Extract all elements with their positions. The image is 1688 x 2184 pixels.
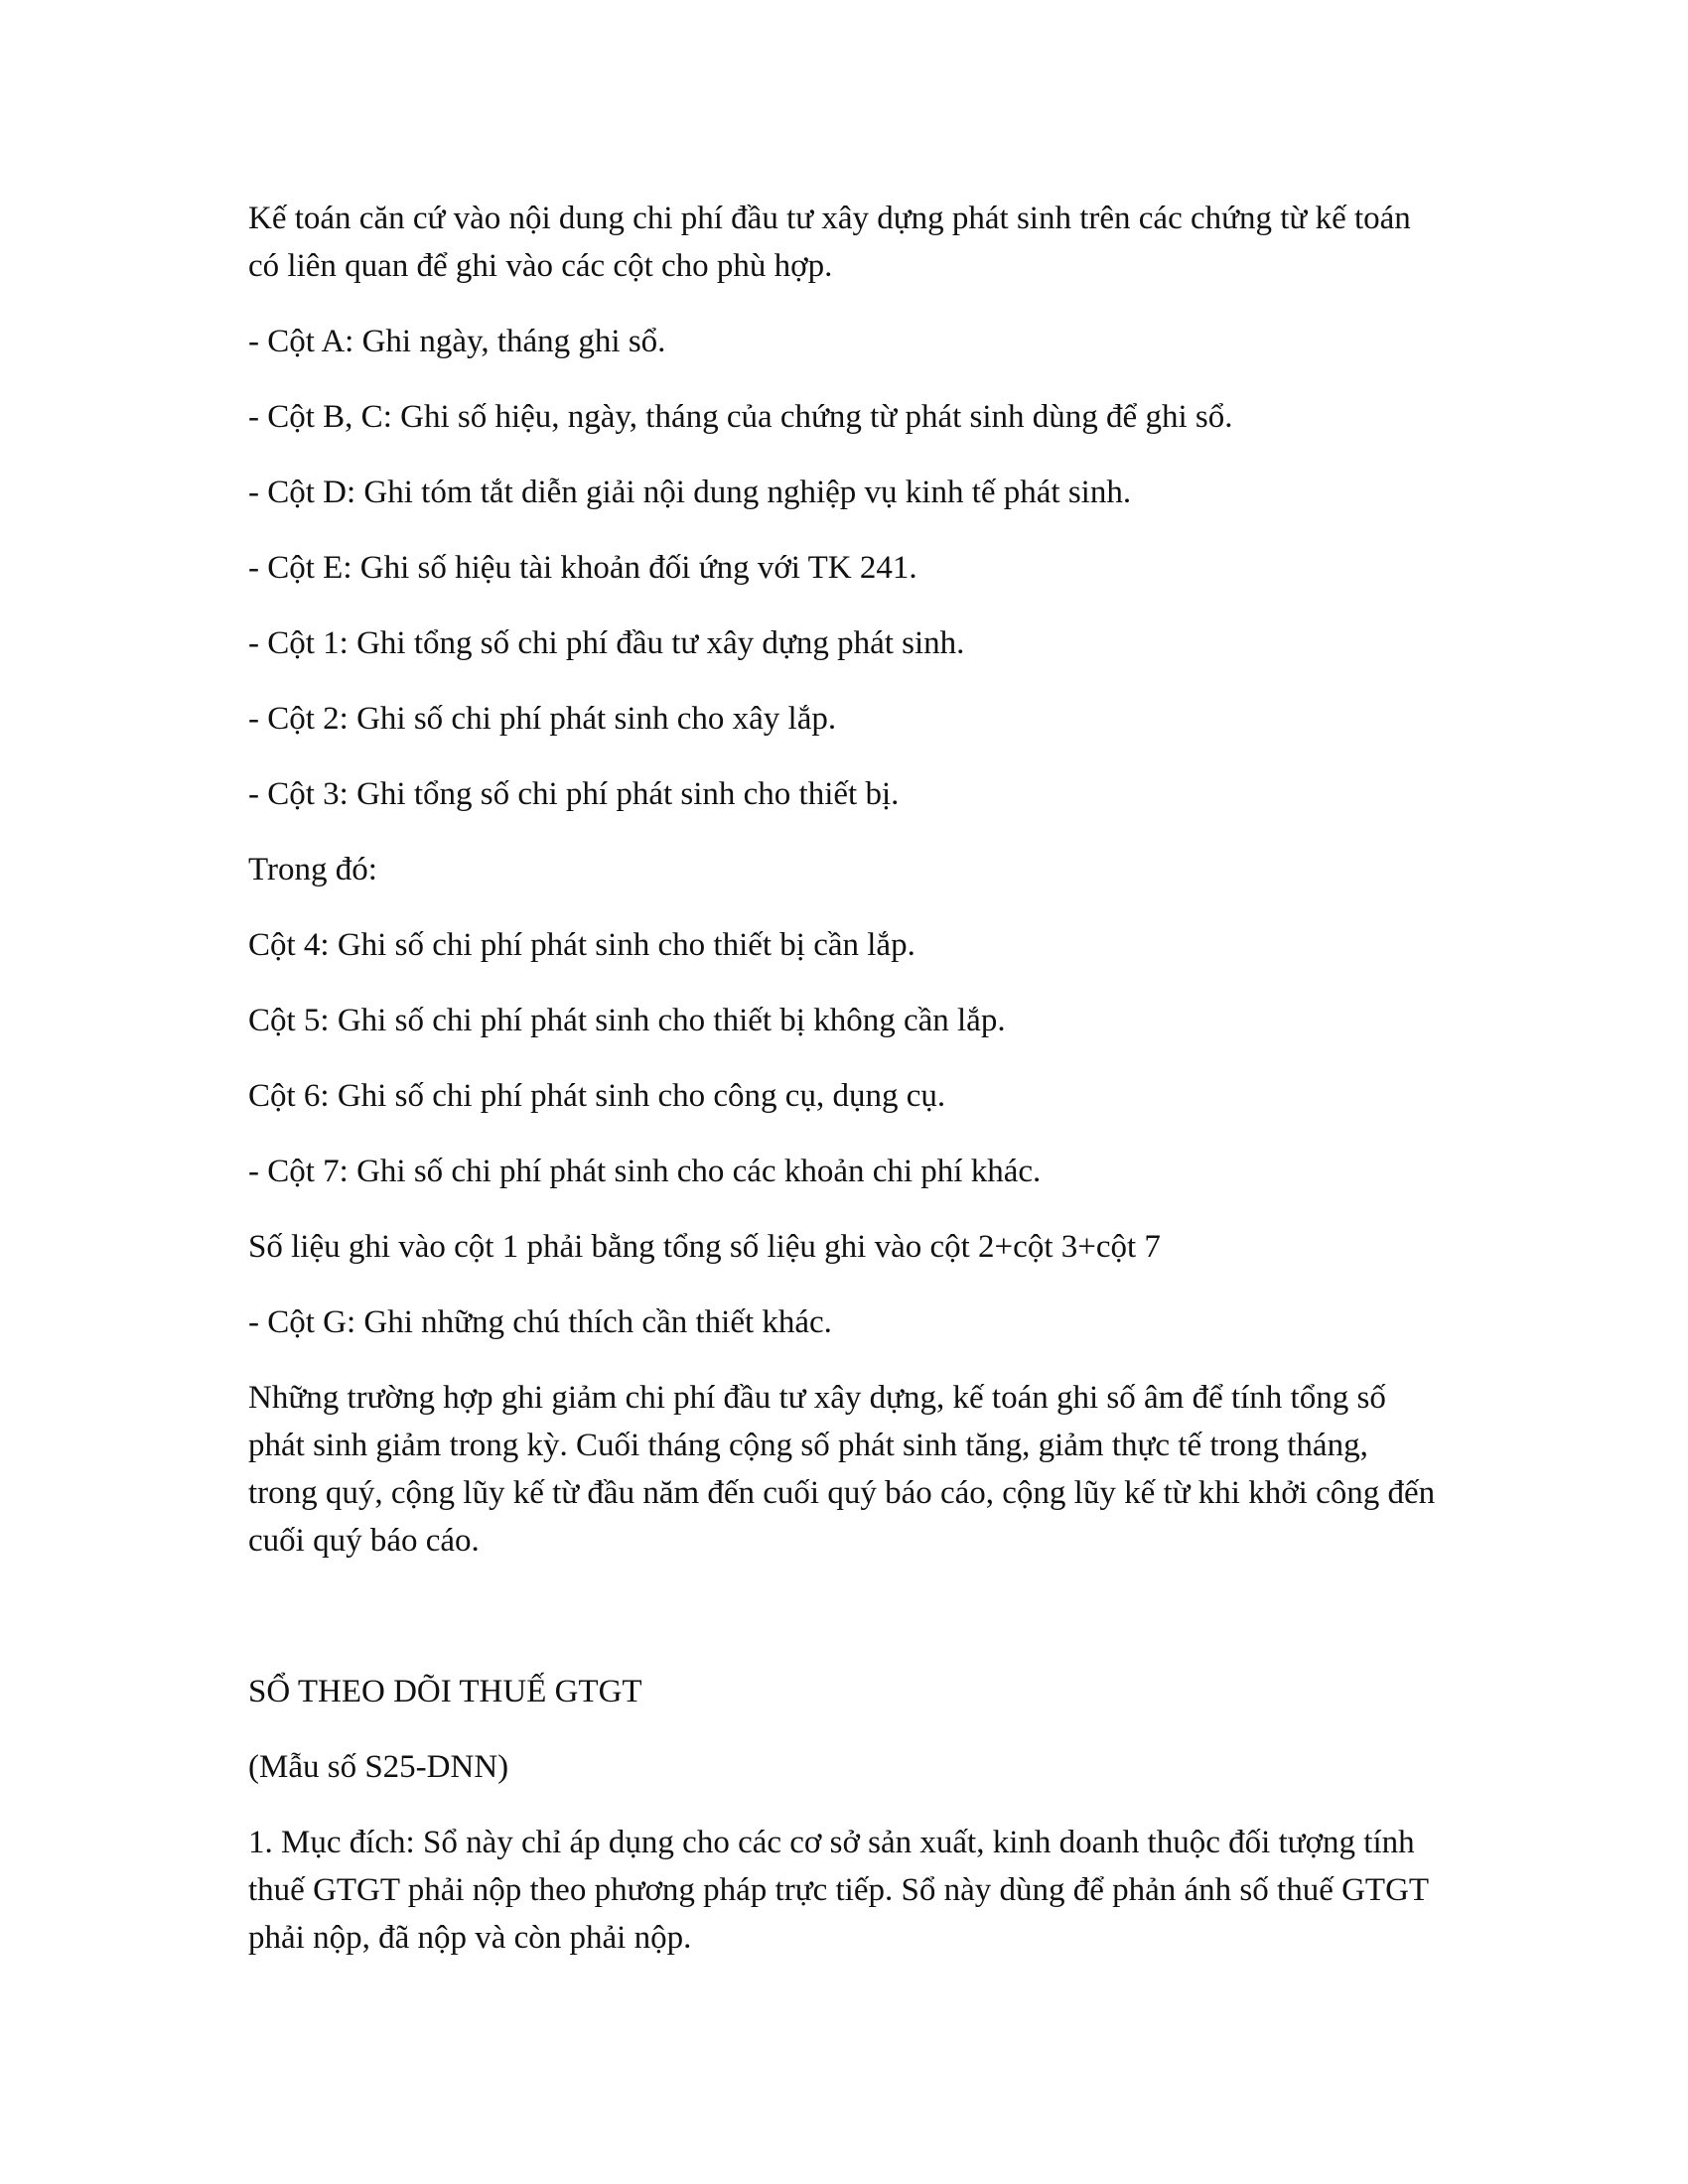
column-e-line: - Cột E: Ghi số hiệu tài khoản đối ứng với TK 241. bbox=[248, 550, 917, 586]
intro-paragraph: Kế toán căn cứ vào nội dung chi phí đầu tư xây dựng phát sinh trên các chứng từ kế toán có liên quan để ghi vào các cột cho phù hợp. bbox=[248, 201, 1411, 284]
column-6-line: Cột 6: Ghi số chi phí phát sinh cho công cụ, dụng cụ. bbox=[248, 1078, 946, 1114]
trong-do-line: Trong đó: bbox=[248, 852, 377, 887]
closing-paragraph: Những trường hợp ghi giảm chi phí đầu tư xây dựng, kế toán ghi số âm để tính tổng số phát sinh giảm trong kỳ. Cuối tháng cộng số phát sinh tăng, giảm thực tế trong tháng, trong quý, cộng lũy kế từ đầu năm đến cuối quý báo cáo, cộng lũy kế từ khi khởi công đến cuối quý báo cáo. bbox=[248, 1380, 1436, 1559]
column-1-line: - Cột 1: Ghi tổng số chi phí đầu tư xây dựng phát sinh. bbox=[248, 625, 965, 661]
column-d-line: - Cột D: Ghi tóm tắt diễn giải nội dung nghiệp vụ kinh tế phát sinh. bbox=[248, 475, 1132, 510]
column-3-line: - Cột 3: Ghi tổng số chi phí phát sinh cho thiết bị. bbox=[248, 776, 900, 812]
column-g-line: - Cột G: Ghi những chú thích cần thiết khác. bbox=[248, 1304, 832, 1340]
column-5-line: Cột 5: Ghi số chi phí phát sinh cho thiết bị không cần lắp. bbox=[248, 1003, 1006, 1038]
document-page bbox=[248, 195, 1440, 1989]
column-a-line: - Cột A: Ghi ngày, tháng ghi sổ. bbox=[248, 324, 666, 359]
purpose-paragraph: 1. Mục đích: Sổ này chỉ áp dụng cho các cơ sở sản xuất, kinh doanh thuộc đối tượng tính thuế GTGT phải nộp theo phương pháp trực tiếp. Sổ này dùng để phản ánh số thuế GTGT phải nộp, đã nộp và còn phải nộp. bbox=[248, 1825, 1429, 1956]
column-2-line: - Cột 2: Ghi số chi phí phát sinh cho xây lắp. bbox=[248, 701, 837, 737]
sum-rule-line: Số liệu ghi vào cột 1 phải bằng tổng số liệu ghi vào cột 2+cột 3+cột 7 bbox=[248, 1229, 1161, 1265]
column-bc-line: - Cột B, C: Ghi số hiệu, ngày, tháng của chứng từ phát sinh dùng để ghi sổ. bbox=[248, 399, 1233, 435]
column-7-line: - Cột 7: Ghi số chi phí phát sinh cho các khoản chi phí khác. bbox=[248, 1154, 1042, 1189]
column-4-line: Cột 4: Ghi số chi phí phát sinh cho thiết bị cần lắp. bbox=[248, 927, 915, 963]
section-subtitle: (Mẫu số S25-DNN) bbox=[248, 1749, 509, 1785]
section-title: SỔ THEO DÕI THUẾ GTGT bbox=[248, 1674, 642, 1709]
section-spacer bbox=[248, 1592, 1440, 1668]
